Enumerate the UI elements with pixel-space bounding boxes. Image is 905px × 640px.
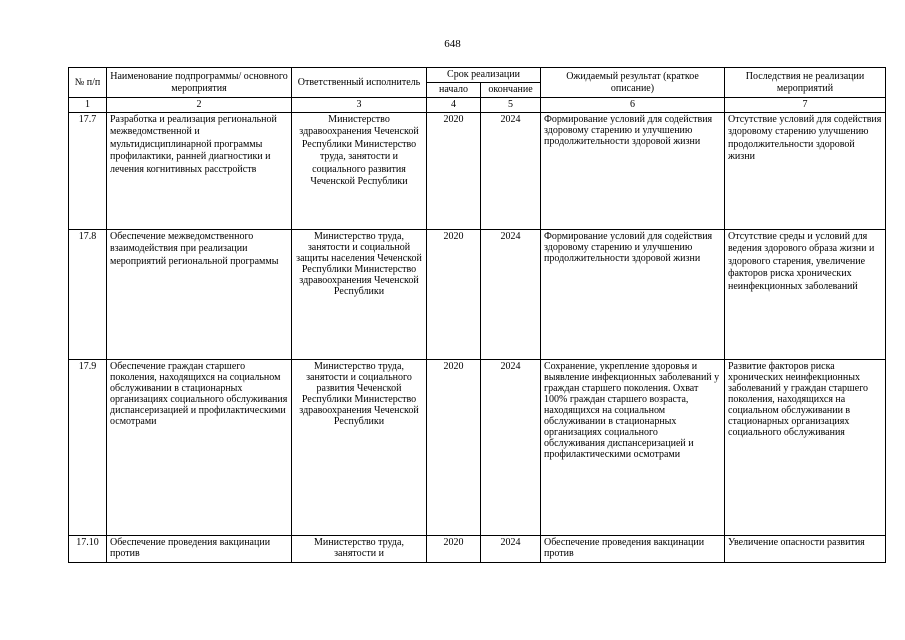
column-number: 7 [725, 98, 886, 113]
activity-name: Обеспечение межведомственного взаимодействия при реализации мероприятий региональной программы [107, 229, 292, 359]
end-year: 2024 [481, 112, 541, 229]
header-period: Срок реализации [427, 68, 541, 83]
column-number: 6 [541, 98, 725, 113]
row-number: 17.8 [69, 229, 107, 359]
header-result: Ожидаемый результат (краткое описание) [541, 68, 725, 98]
table-row [69, 359, 886, 535]
expected-result: Обеспечение проведения вакцинации против [541, 535, 725, 562]
row-number: 17.9 [69, 359, 107, 535]
end-year: 2024 [481, 359, 541, 535]
expected-result: Формирование условий для содействия здоровому старению и улучшению продолжительности здоровой жизни [541, 112, 725, 229]
start-year: 2020 [427, 112, 481, 229]
start-year: 2020 [427, 229, 481, 359]
table-row [69, 229, 886, 359]
column-number: 2 [107, 98, 292, 113]
program-activities-table [68, 67, 886, 563]
activity-name: Обеспечение проведения вакцинации против [107, 535, 292, 562]
activity-name: Обеспечение граждан старшего поколения, находящихся на социальном обслуживании в стационарных организациях социального обслуживания диспансеризацией и профилактическими осмотрами [107, 359, 292, 535]
non-implementation-consequences: Отсутствие условий для содействия здоровому старению улучшению продолжительности здоровой жизни [725, 112, 886, 229]
column-number: 1 [69, 98, 107, 113]
responsible-executor: Министерство труда, занятости и социальной защиты населения Чеченской Республики Министерство здравоохранения Чеченской Республики [292, 229, 427, 359]
column-number: 4 [427, 98, 481, 113]
page-number: 648 [444, 38, 461, 50]
header-consequences: Последствия не реализации мероприятий [725, 68, 886, 98]
end-year: 2024 [481, 535, 541, 562]
non-implementation-consequences: Развитие факторов риска хронических неинфекционных заболеваний у граждан старшего поколения, находящихся на социальном обслуживании в стационарных организациях социального обслуживания [725, 359, 886, 535]
header-start: начало [427, 83, 481, 98]
table-row [69, 112, 886, 229]
activity-name: Разработка и реализация региональной межведомственной и мультидисциплинарной программы профилактики, ранней диагностики и лечения когнитивных расстройств [107, 112, 292, 229]
expected-result: Сохранение, укрепление здоровья и выявление инфекционных заболеваний у граждан старшего поколения. Охват 100% граждан старшего возраста, находящихся на социальном обслуживании в стационарных организациях социального обслуживания диспансеризацией и профилактическими осмотрами [541, 359, 725, 535]
header-end: окончание [481, 83, 541, 98]
header-num: № п/п [69, 68, 107, 98]
non-implementation-consequences: Отсутствие среды и условий для ведения здорового образа жизни и здорового старения, увеличение факторов риска хронических неинфекционных заболеваний [725, 229, 886, 359]
column-number: 5 [481, 98, 541, 113]
header-executor: Ответственный исполнитель [292, 68, 427, 98]
column-number: 3 [292, 98, 427, 113]
end-year: 2024 [481, 229, 541, 359]
responsible-executor: Министерство здравоохранения Чеченской Республики Министерство труда, занятости и социального развития Чеченской Республики [292, 112, 427, 229]
responsible-executor: Министерство труда, занятости и социального развития Чеченской Республики Министерство здравоохранения Чеченской Республики [292, 359, 427, 535]
non-implementation-consequences: Увеличение опасности развития [725, 535, 886, 562]
header-name: Наименование подпрограммы/ основного мероприятия [107, 68, 292, 98]
start-year: 2020 [427, 535, 481, 562]
table-row [69, 535, 886, 562]
row-number: 17.7 [69, 112, 107, 229]
start-year: 2020 [427, 359, 481, 535]
expected-result: Формирование условий для содействия здоровому старению и улучшению продолжительности здоровой жизни [541, 229, 725, 359]
row-number: 17.10 [69, 535, 107, 562]
responsible-executor: Министерство труда, занятости и [292, 535, 427, 562]
